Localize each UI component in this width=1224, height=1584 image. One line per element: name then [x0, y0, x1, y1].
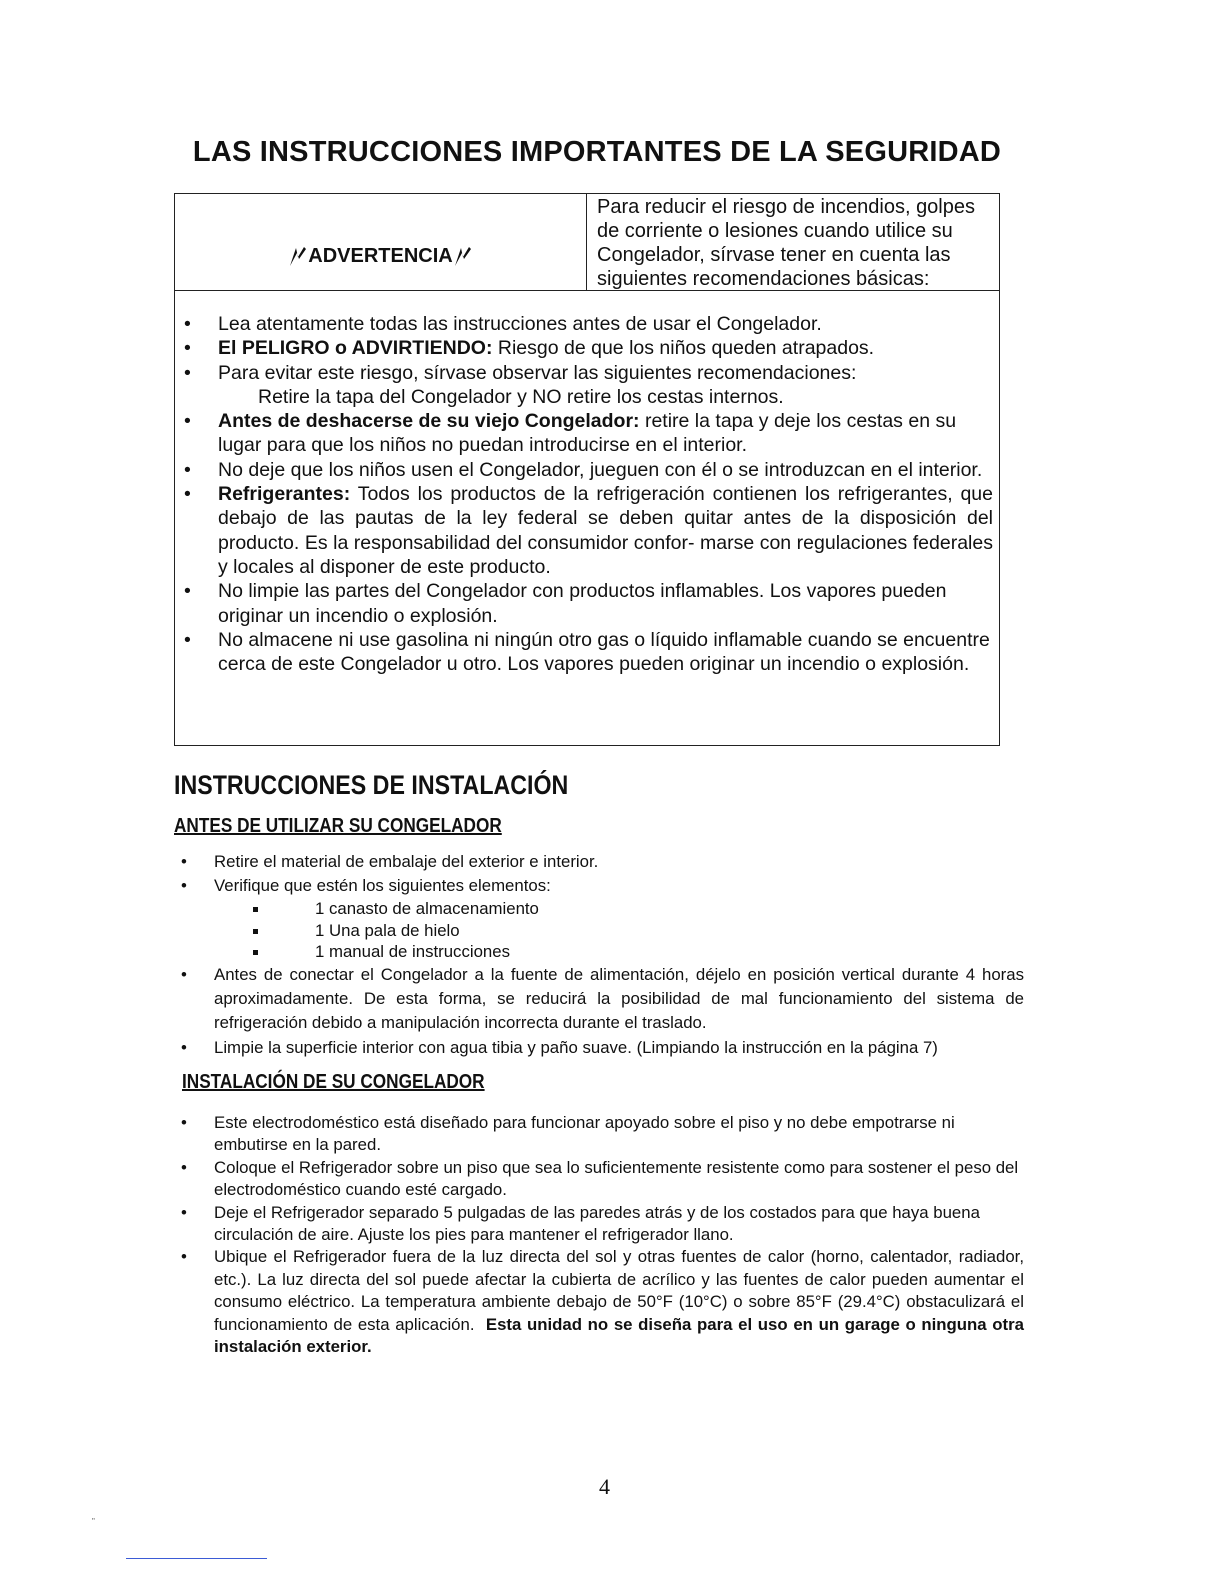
corner-mark: ": [92, 1517, 95, 1526]
installation-setup-title: INSTALACIÓN DE SU CONGELADOR: [182, 1071, 485, 1093]
list-item: • Este electrodoméstico está diseñado para funcionar apoyado sobre el piso y no debe empotrarse ni embutirse en la pared.: [174, 1112, 1024, 1157]
warning-label: ADVERTENCIA: [308, 244, 453, 267]
warning-header: [175, 194, 999, 291]
outdoor-warning: Esta unidad no se diseña para el uso en un garage o ninguna otra instalación exterior.: [214, 1314, 1025, 1357]
warning-item: • Refrigerantes: Todos los productos de la refrigeración contienen los refrigerantes, que debajo de las pautas de la ley federal se deben quitar antes de la disposición del producto. Es la responsabilidad del consumidor confor- marse con regulaciones federales y locales al disponer de este producto.: [175, 482, 999, 579]
list-item: • Coloque el Refrigerador sobre un piso que sea lo suficientemente resistente como para sostener el peso del electrodoméstico cuando esté cargado.: [174, 1157, 1024, 1202]
list-item: • Deje el Refrigerador separado 5 pulgadas de las paredes atrás y de los costados para que haya buena circulación de aire. Ajuste los pies para mantener el refrigerador llano.: [174, 1202, 1024, 1247]
lightning-icon: [288, 245, 308, 267]
warning-item: • No limpie las partes del Congelador con productos inflamables. Los vapores pueden originar un incendio o explosión.: [175, 579, 999, 628]
contents-item: 1 Una pala de hielo: [214, 920, 1024, 942]
list-item: • Ubique el Refrigerador fuera de la luz directa del sol y otras fuentes de calor (horno, calentador, radiador, etc.). La luz directa del sol puede afectar la cubierta de acrílico y las fuentes de calor pueden aumentar el consumo eléctrico. La temperatura ambiente debajo de 50°F (10°C) o sobre 85°F (29.4°C) obstaculizará el funcionamiento de esta aplicación. Esta unidad no se diseña para el uso en un garage o ninguna otra instalación exterior.: [174, 1246, 1024, 1358]
warning-item: • No almacene ni use gasolina ni ningún otro gas o líquido inflamable cuando se encuentre cerca de este Congelador u otro. Los vapores pueden originar un incendio o explosión.: [175, 628, 999, 677]
warning-item: • Para evitar este riesgo, sírvase observar las siguientes recomendaciones: Retire la tapa del Congelador y NO retire los cestas internos.: [175, 361, 999, 410]
warning-box: [174, 193, 1000, 746]
warning-intro: Para reducir el riesgo de incendios, golpes de corriente o lesiones cuando utilice su Congelador, sírvase tener en cuenta las siguientes recomendaciones básicas:: [597, 196, 975, 290]
installation-title: INSTRUCCIONES DE INSTALACIÓN: [174, 770, 569, 800]
footnote-divider: [126, 1558, 267, 1559]
contents-item: 1 manual de instrucciones: [214, 941, 1024, 963]
warning-item: • El PELIGRO o ADVIRTIENDO: Riesgo de que los niños queden atrapados.: [175, 336, 999, 360]
contents-list: [214, 898, 1024, 963]
before-use-title: ANTES DE UTILIZAR SU CONGELADOR: [174, 815, 502, 837]
warning-item: • Antes de deshacerse de su viejo Congelador: retire la tapa y deje los cestas en su lugar para que los niños no puedan introducirse en el interior.: [175, 409, 999, 458]
page-title: LAS INSTRUCCIONES IMPORTANTES DE LA SEGURIDAD: [192, 136, 1002, 168]
warning-label-cell: [175, 194, 587, 290]
warning-list: [175, 291, 999, 676]
warning-item: • Lea atentamente todas las instrucciones antes de usar el Congelador.: [175, 312, 999, 336]
page-number: 4: [599, 1474, 610, 1499]
warning-subitem: Retire la tapa del Congelador y NO retire los cestas internos.: [258, 385, 784, 408]
list-item: • Antes de conectar el Congelador a la fuente de alimentación, déjelo en posición vertical durante 4 horas aproximadamente. De esta forma, se reducirá la posibilidad de mal funcionamiento del sistema de refrigeración debido a manipulación incorrecta durante el traslado.: [174, 963, 1024, 1036]
list-item: • Retire el material de embalaje del exterior e interior.: [174, 850, 1024, 874]
warning-item: • No deje que los niños usen el Congelador, jueguen con él o se introduzcan en el interior.: [175, 458, 999, 482]
list-item: • Verifique que estén los siguientes elementos: 1 canasto de almacenamiento 1 Una pala de hielo 1 manual de instrucciones: [174, 874, 1024, 963]
list-item: • Limpie la superficie interior con agua tibia y paño suave. (Limpiando la instrucción en la página 7): [174, 1036, 1024, 1060]
lightning-icon: [453, 245, 473, 267]
before-use-list: [174, 850, 1024, 1060]
installation-setup-list: [174, 1112, 1024, 1358]
contents-item: 1 canasto de almacenamiento: [214, 898, 1024, 920]
